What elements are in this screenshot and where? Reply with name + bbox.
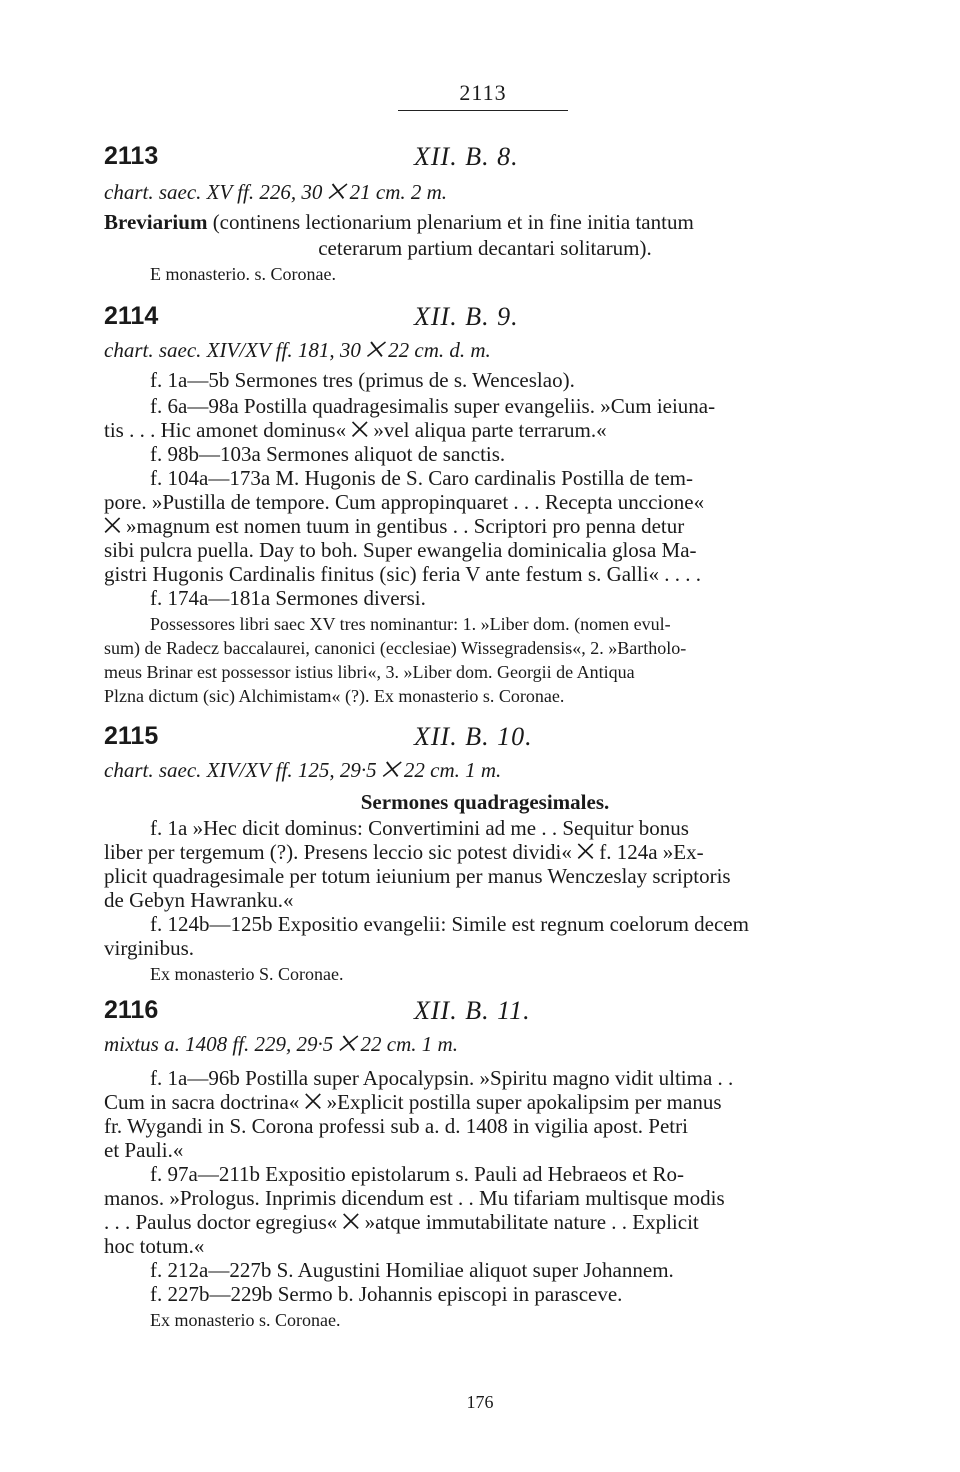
content-line: f. 1a »Hec dicit dominus: Convertimini ad me . . Sequitur bonus [150, 816, 689, 840]
content-line: fr. Wygandi in S. Corona professi sub a. d. 1408 in vigilia apost. Petri [104, 1114, 688, 1138]
content-line: f. 174a—181a Sermones diversi. [150, 586, 426, 610]
content-line: sibi pulcra puella. Day to boh. Super ewangelia dominicalia glosa Ma- [104, 538, 697, 562]
content-line: . . . Paulus doctor egregius« ⨉ »atque immutabilitate nature . . Explicit [104, 1210, 699, 1234]
content-line: plicit quadragesimale per totum ieiunium per manus Wenczeslay scriptoris [104, 864, 731, 888]
content-line: f. 98b—103a Sermones aliquot de sanctis. [150, 442, 506, 466]
content-line: pore. »Pustilla de tempore. Cum appropinquaret . . . Recepta unccione« [104, 490, 705, 514]
content-line: gistri Hugonis Cardinalis finitus (sic) feria V ante festum s. Galli« . . . . [104, 562, 702, 586]
entry-number: 2114 [104, 302, 159, 330]
physical-description: chart. saec. XIV/XV ff. 181, 30 ⨉ 22 cm. d. m. [104, 338, 491, 362]
title-continuation: ceterarum partium decantari solitarum). [318, 236, 652, 260]
entry-number: 2115 [104, 722, 159, 750]
entry-title [104, 790, 866, 814]
entry-heading [104, 722, 864, 758]
content-line: f. 104a—173a M. Hugonis de S. Caro cardinalis Postilla de tem- [150, 466, 693, 490]
content-line: hoc totum.« [104, 1234, 205, 1258]
content-line: Cum in sacra doctrina« ⨉ »Explicit postilla super apokalipsim per manus [104, 1090, 722, 1114]
provenance: Ex monasterio S. Coronae. [150, 964, 344, 984]
title-bold: Sermones quadragesimales. [360, 790, 610, 814]
content-line: tis . . . Hic amonet dominus« ⨉ »vel aliqua parte terrarum.« [104, 418, 607, 442]
provenance: Ex monasterio s. Coronae. [150, 1310, 341, 1330]
title-rest: (continens lectionarium plenarium et in fine initia tantum [207, 210, 694, 234]
title-bold: Breviarium [104, 210, 208, 234]
content-line: f. 1a—96b Postilla super Apocalypsin. »Spiritu magno vidit ultima . . [150, 1066, 734, 1090]
shelfmark: XII. B. 9. [414, 302, 519, 331]
provenance: E monasterio. s. Coronae. [150, 264, 336, 284]
content-line: manos. »Prologus. Inprimis dicendum est . . Mu tifariam multisque modis [104, 1186, 725, 1210]
shelfmark: XII. B. 11. [414, 996, 531, 1025]
running-head: 2113 [459, 80, 507, 105]
physical-description: mixtus a. 1408 ff. 229, 29·5 ⨉ 22 cm. 1 m. [104, 1032, 458, 1056]
entry-heading [104, 996, 864, 1032]
content-line: f. 97a—211b Expositio epistolarum s. Pauli ad Hebraeos et Ro- [150, 1162, 685, 1186]
shelfmark: XII. B. 8. [414, 142, 519, 171]
physical-description: chart. saec. XV ff. 226, 30 ⨉ 21 cm. 2 m. [104, 180, 448, 204]
content-line: f. 124b—125b Expositio evangelii: Simile est regnum coelorum decem [150, 912, 749, 936]
content-line: f. 6a—98a Postilla quadragesimalis super evangeliis. »Cum ieiuna- [150, 394, 716, 418]
entry-number: 2113 [104, 142, 159, 170]
possessors-note: Possessores libri saec XV tres nominantur: 1. »Liber dom. (nomen evul- [150, 614, 671, 634]
content-line: f. 1a—5b Sermones tres (primus de s. Wenceslao). [150, 368, 575, 392]
header-rule [398, 110, 568, 111]
possessors-note: sum) de Radecz baccalaurei, canonici (ecclesiae) Wissegradensis«, 2. »Bartholo- [104, 638, 687, 658]
entry-heading [104, 302, 864, 338]
entry-heading [104, 142, 864, 178]
content-line: et Pauli.« [104, 1138, 184, 1162]
content-line: liber per tergemum (?). Presens leccio sic potest dividi« ⨉ f. 124a »Ex- [104, 840, 704, 864]
entry-title [104, 210, 866, 234]
shelfmark: XII. B. 10. [414, 722, 533, 751]
possessors-note: meus Brinar est possessor istius libri«, 3. »Liber dom. Georgii de Antiqua [104, 662, 635, 682]
physical-description: chart. saec. XIV/XV ff. 125, 29·5 ⨉ 22 cm. 1 m. [104, 758, 502, 782]
content-line: f. 212a—227b S. Augustini Homiliae aliquot super Johannem. [150, 1258, 674, 1282]
content-line: virginibus. [104, 936, 195, 960]
page-number: 176 [466, 1392, 494, 1412]
content-line: f. 227b—229b Sermo b. Johannis episcopi in parasceve. [150, 1282, 623, 1306]
entry-number: 2116 [104, 996, 159, 1024]
content-line: de Gebyn Hawranku.« [104, 888, 294, 912]
content-line: ⨉ »magnum est nomen tuum in gentibus . . Scriptori pro penna detur [104, 514, 685, 538]
possessors-note: Plzna dictum (sic) Alchimistam« (?). Ex monasterio s. Coronae. [104, 686, 565, 706]
